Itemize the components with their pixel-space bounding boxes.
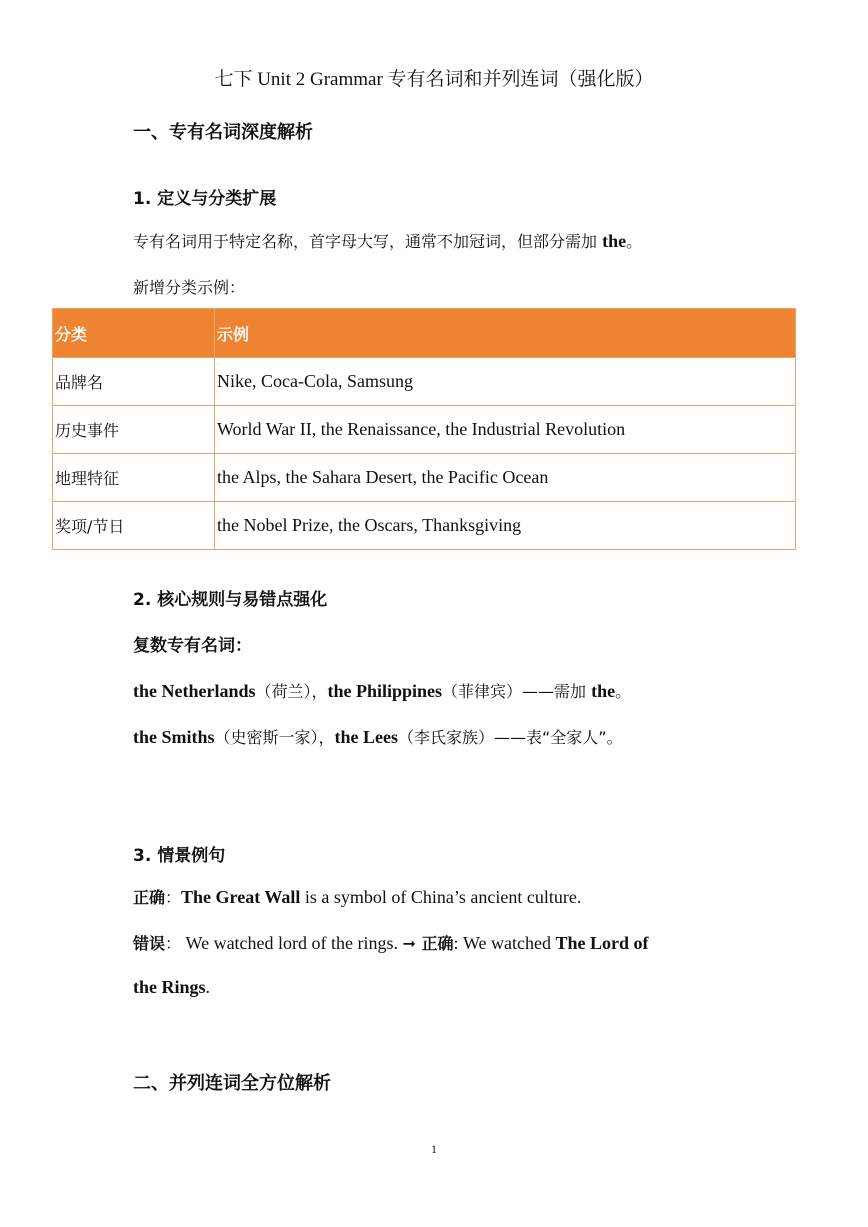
table-header-row xyxy=(53,309,796,358)
table-cell-category: 奖项/节日 xyxy=(53,502,215,550)
table-row xyxy=(53,358,796,406)
table-cell-category: 品牌名 xyxy=(53,358,215,406)
arrow-icon: ➞ xyxy=(402,934,416,953)
document-title: 七下 Unit 2 Grammar 专有名词和并列连词（强化版） xyxy=(214,69,654,90)
table-cell-examples: the Alps, the Sahara Desert, the Pacific Ocean xyxy=(215,454,796,502)
example-line-2: the Smiths（史密斯一家），the Lees（李氏家族）——表“全家人”。 xyxy=(133,727,623,747)
examples-intro: 新增分类示例： xyxy=(133,278,246,297)
example-line-1: the Netherlands（荷兰），the Philippines（菲律宾）——需加 the。 xyxy=(133,681,632,701)
table-header-category: 分类 xyxy=(53,309,215,358)
table-header-examples: 示例 xyxy=(215,309,796,358)
subsection-2-heading: 2. 核心规则与易错点强化 xyxy=(133,590,328,610)
table-cell-examples: Nike, Coca-Cola, Samsung xyxy=(215,358,796,406)
table-row xyxy=(53,502,796,550)
table-cell-examples: World War II, the Renaissance, the Industrial Revolution xyxy=(215,406,796,454)
table-cell-examples: the Nobel Prize, the Oscars, Thanksgiving xyxy=(215,502,796,550)
category-table xyxy=(52,308,796,550)
table-row xyxy=(53,406,796,454)
table-cell-category: 历史事件 xyxy=(53,406,215,454)
subsection-3-heading: 3. 情景例句 xyxy=(133,846,226,866)
table-row xyxy=(53,454,796,502)
definition-paragraph: 专有名词用于特定名称，首字母大写，通常不加冠词，但部分需加 the。 xyxy=(133,231,643,251)
correct-example: 正确：The Great Wall is a symbol of China’s ancient culture. xyxy=(133,887,582,907)
section-1-heading: 一、专有名词深度解析 xyxy=(133,122,313,143)
page-number: 1 xyxy=(431,1142,437,1156)
subsection-1-heading: 1. 定义与分类扩展 xyxy=(133,189,277,209)
plural-proper-nouns-label: 复数专有名词： xyxy=(133,636,252,656)
wrong-example: 错误： We watched lord of the rings. ➞ 正确: We watched The Lord of xyxy=(133,933,649,953)
wrong-example-continued: the Rings. xyxy=(133,977,211,997)
table-cell-category: 地理特征 xyxy=(53,454,215,502)
section-2-heading: 二、并列连词全方位解析 xyxy=(133,1073,331,1094)
